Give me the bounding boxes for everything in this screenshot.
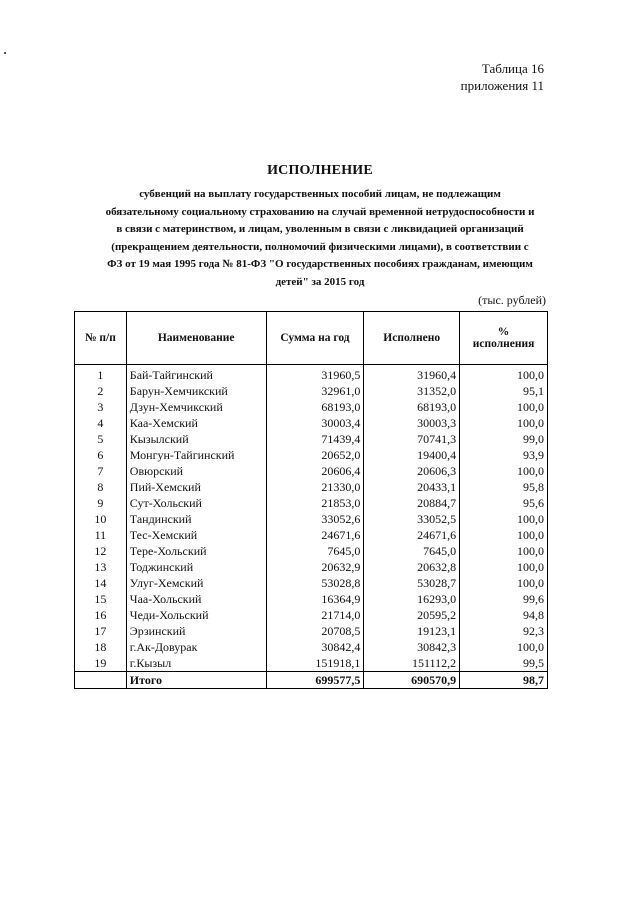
- table-row: [75, 623, 548, 639]
- row-name: г.Кызыл: [126, 655, 266, 672]
- table-row: [75, 543, 548, 559]
- row-name: Тес-Хемский: [126, 527, 266, 543]
- row-number: 3: [75, 399, 127, 415]
- row-pct: 94,8: [460, 607, 548, 623]
- row-done: 20433,1: [364, 479, 460, 495]
- row-name: Сут-Хольский: [126, 495, 266, 511]
- subtitle-line: детей" за 2015 год: [275, 275, 365, 288]
- table-row: [75, 399, 548, 415]
- row-name: Тандинский: [126, 511, 266, 527]
- row-sum: 21330,0: [266, 479, 364, 495]
- row-done: 19400,4: [364, 447, 460, 463]
- row-pct: 99,5: [460, 655, 548, 672]
- row-done: 20595,2: [364, 607, 460, 623]
- row-number: 12: [75, 543, 127, 559]
- total-row: [75, 672, 548, 689]
- document-subtitle: [70, 186, 570, 291]
- row-done: 20884,7: [364, 495, 460, 511]
- row-sum: 20606,4: [266, 463, 364, 479]
- row-pct: 92,3: [460, 623, 548, 639]
- row-sum: 30842,4: [266, 639, 364, 655]
- row-done: 30003,3: [364, 415, 460, 431]
- row-name: Тере-Хольский: [126, 543, 266, 559]
- row-done: 7645,0: [364, 543, 460, 559]
- subtitle-line: субвенций на выплату государственных пособий лицам, не подлежащим: [139, 188, 501, 200]
- row-number: 11: [75, 527, 127, 543]
- row-number: 16: [75, 607, 127, 623]
- row-pct: 99,0: [460, 431, 548, 447]
- row-name: Дзун-Хемчикский: [126, 399, 266, 415]
- table-row: [75, 431, 548, 447]
- row-done: 70741,3: [364, 431, 460, 447]
- table-row: [75, 495, 548, 511]
- header-pct-label: исполнения: [472, 338, 535, 350]
- table-body: [75, 365, 548, 689]
- row-pct: 100,0: [460, 575, 548, 591]
- row-name: Бай-Тайгинский: [126, 365, 266, 384]
- row-sum: 20708,5: [266, 623, 364, 639]
- row-pct: 95,8: [460, 479, 548, 495]
- row-done: 68193,0: [364, 399, 460, 415]
- row-done: 33052,5: [364, 511, 460, 527]
- row-name: г.Ак-Довурак: [126, 639, 266, 655]
- row-sum: 53028,8: [266, 575, 364, 591]
- table-row: [75, 591, 548, 607]
- row-done: 20606,3: [364, 463, 460, 479]
- table-reference: [461, 60, 544, 94]
- row-number: 6: [75, 447, 127, 463]
- table-header: [75, 312, 548, 365]
- row-done: 31960,4: [364, 365, 460, 384]
- row-pct: 100,0: [460, 399, 548, 415]
- row-name: Пий-Хемский: [126, 479, 266, 495]
- row-sum: 7645,0: [266, 543, 364, 559]
- row-pct: 100,0: [460, 639, 548, 655]
- header-pct: [460, 312, 548, 365]
- row-number: 9: [75, 495, 127, 511]
- table-row: [75, 575, 548, 591]
- row-sum: 151918,1: [266, 655, 364, 672]
- table-row: [75, 447, 548, 463]
- row-number: 19: [75, 655, 127, 672]
- row-pct: 100,0: [460, 463, 548, 479]
- header-row: [75, 312, 548, 365]
- subtitle-line: (прекращением деятельности, полномочий физическими лицами), в соответствии с: [111, 240, 529, 253]
- row-pct: 100,0: [460, 527, 548, 543]
- header-name: Наименование: [126, 312, 266, 365]
- row-pct: 100,0: [460, 365, 548, 384]
- row-pct: 100,0: [460, 415, 548, 431]
- header-sum: Сумма на год: [266, 312, 364, 365]
- row-done: 53028,7: [364, 575, 460, 591]
- row-sum: 30003,4: [266, 415, 364, 431]
- document-title: ИСПОЛНЕНИЕ: [267, 163, 373, 178]
- table-row: [75, 511, 548, 527]
- row-number: 5: [75, 431, 127, 447]
- row-pct: 95,1: [460, 383, 548, 399]
- row-name: Монгун-Тайгинский: [126, 447, 266, 463]
- row-name: Кызылский: [126, 431, 266, 447]
- row-number: 4: [75, 415, 127, 431]
- row-pct: 93,9: [460, 447, 548, 463]
- row-number: 17: [75, 623, 127, 639]
- total-label: Итого: [126, 672, 266, 689]
- row-pct: 99,6: [460, 591, 548, 607]
- row-number: 10: [75, 511, 127, 527]
- table-reference-line1: Таблица 16: [481, 61, 544, 76]
- row-number: 15: [75, 591, 127, 607]
- row-number: 2: [75, 383, 127, 399]
- table-row: [75, 527, 548, 543]
- total-done: 690570,9: [364, 672, 460, 689]
- table-reference-line2: приложения 11: [460, 78, 544, 93]
- total-pct: 98,7: [460, 672, 548, 689]
- row-name: Эрзинский: [126, 623, 266, 639]
- row-sum: 31960,5: [266, 365, 364, 384]
- units-note: (тыс. рублей): [478, 293, 546, 307]
- row-sum: 68193,0: [266, 399, 364, 415]
- header-pct-symbol: %: [497, 326, 510, 338]
- table-row: [75, 655, 548, 672]
- table-row: [75, 383, 548, 399]
- table-row: [75, 607, 548, 623]
- row-sum: 71439,4: [266, 431, 364, 447]
- subtitle-line: в связи с материнством, и лицам, уволенным в связи с ликвидацией организаций: [116, 223, 524, 235]
- row-number: 7: [75, 463, 127, 479]
- header-num: № п/п: [75, 312, 127, 365]
- row-done: 24671,6: [364, 527, 460, 543]
- row-number: 8: [75, 479, 127, 495]
- header-done: Исполнено: [364, 312, 460, 365]
- row-sum: 16364,9: [266, 591, 364, 607]
- table-row: [75, 365, 548, 384]
- table-row: [75, 479, 548, 495]
- total-sum: 699577,5: [266, 672, 364, 689]
- row-name: Чеди-Хольский: [126, 607, 266, 623]
- row-name: Улуг-Хемский: [126, 575, 266, 591]
- table-row: [75, 415, 548, 431]
- subtitle-line: ФЗ от 19 мая 1995 года № 81-ФЗ "О государственных пособиях гражданам, имеющим: [107, 258, 533, 270]
- row-number: 13: [75, 559, 127, 575]
- row-name: Тоджинский: [126, 559, 266, 575]
- row-number: 18: [75, 639, 127, 655]
- row-sum: 32961,0: [266, 383, 364, 399]
- row-name: Овюрский: [126, 463, 266, 479]
- row-number: 1: [75, 365, 127, 384]
- row-pct: 100,0: [460, 559, 548, 575]
- row-name: Каа-Хемский: [126, 415, 266, 431]
- row-pct: 95,6: [460, 495, 548, 511]
- scan-mark: [4, 52, 6, 54]
- row-sum: 21714,0: [266, 607, 364, 623]
- row-done: 31352,0: [364, 383, 460, 399]
- table-row: [75, 639, 548, 655]
- row-sum: 33052,6: [266, 511, 364, 527]
- row-done: 30842,3: [364, 639, 460, 655]
- row-done: 16293,0: [364, 591, 460, 607]
- row-pct: 100,0: [460, 511, 548, 527]
- row-done: 20632,8: [364, 559, 460, 575]
- subtitle-line: обязательному социальному страхованию на случай временной нетрудоспособности и: [105, 205, 535, 218]
- table-row: [75, 463, 548, 479]
- row-number: 14: [75, 575, 127, 591]
- total-number: [75, 672, 127, 689]
- row-sum: 24671,6: [266, 527, 364, 543]
- row-sum: 21853,0: [266, 495, 364, 511]
- row-name: Чаа-Хольский: [126, 591, 266, 607]
- row-sum: 20652,0: [266, 447, 364, 463]
- row-done: 19123,1: [364, 623, 460, 639]
- row-done: 151112,2: [364, 655, 460, 672]
- table-row: [75, 559, 548, 575]
- row-pct: 100,0: [460, 543, 548, 559]
- row-sum: 20632,9: [266, 559, 364, 575]
- row-name: Барун-Хемчикский: [126, 383, 266, 399]
- execution-table: [74, 311, 548, 689]
